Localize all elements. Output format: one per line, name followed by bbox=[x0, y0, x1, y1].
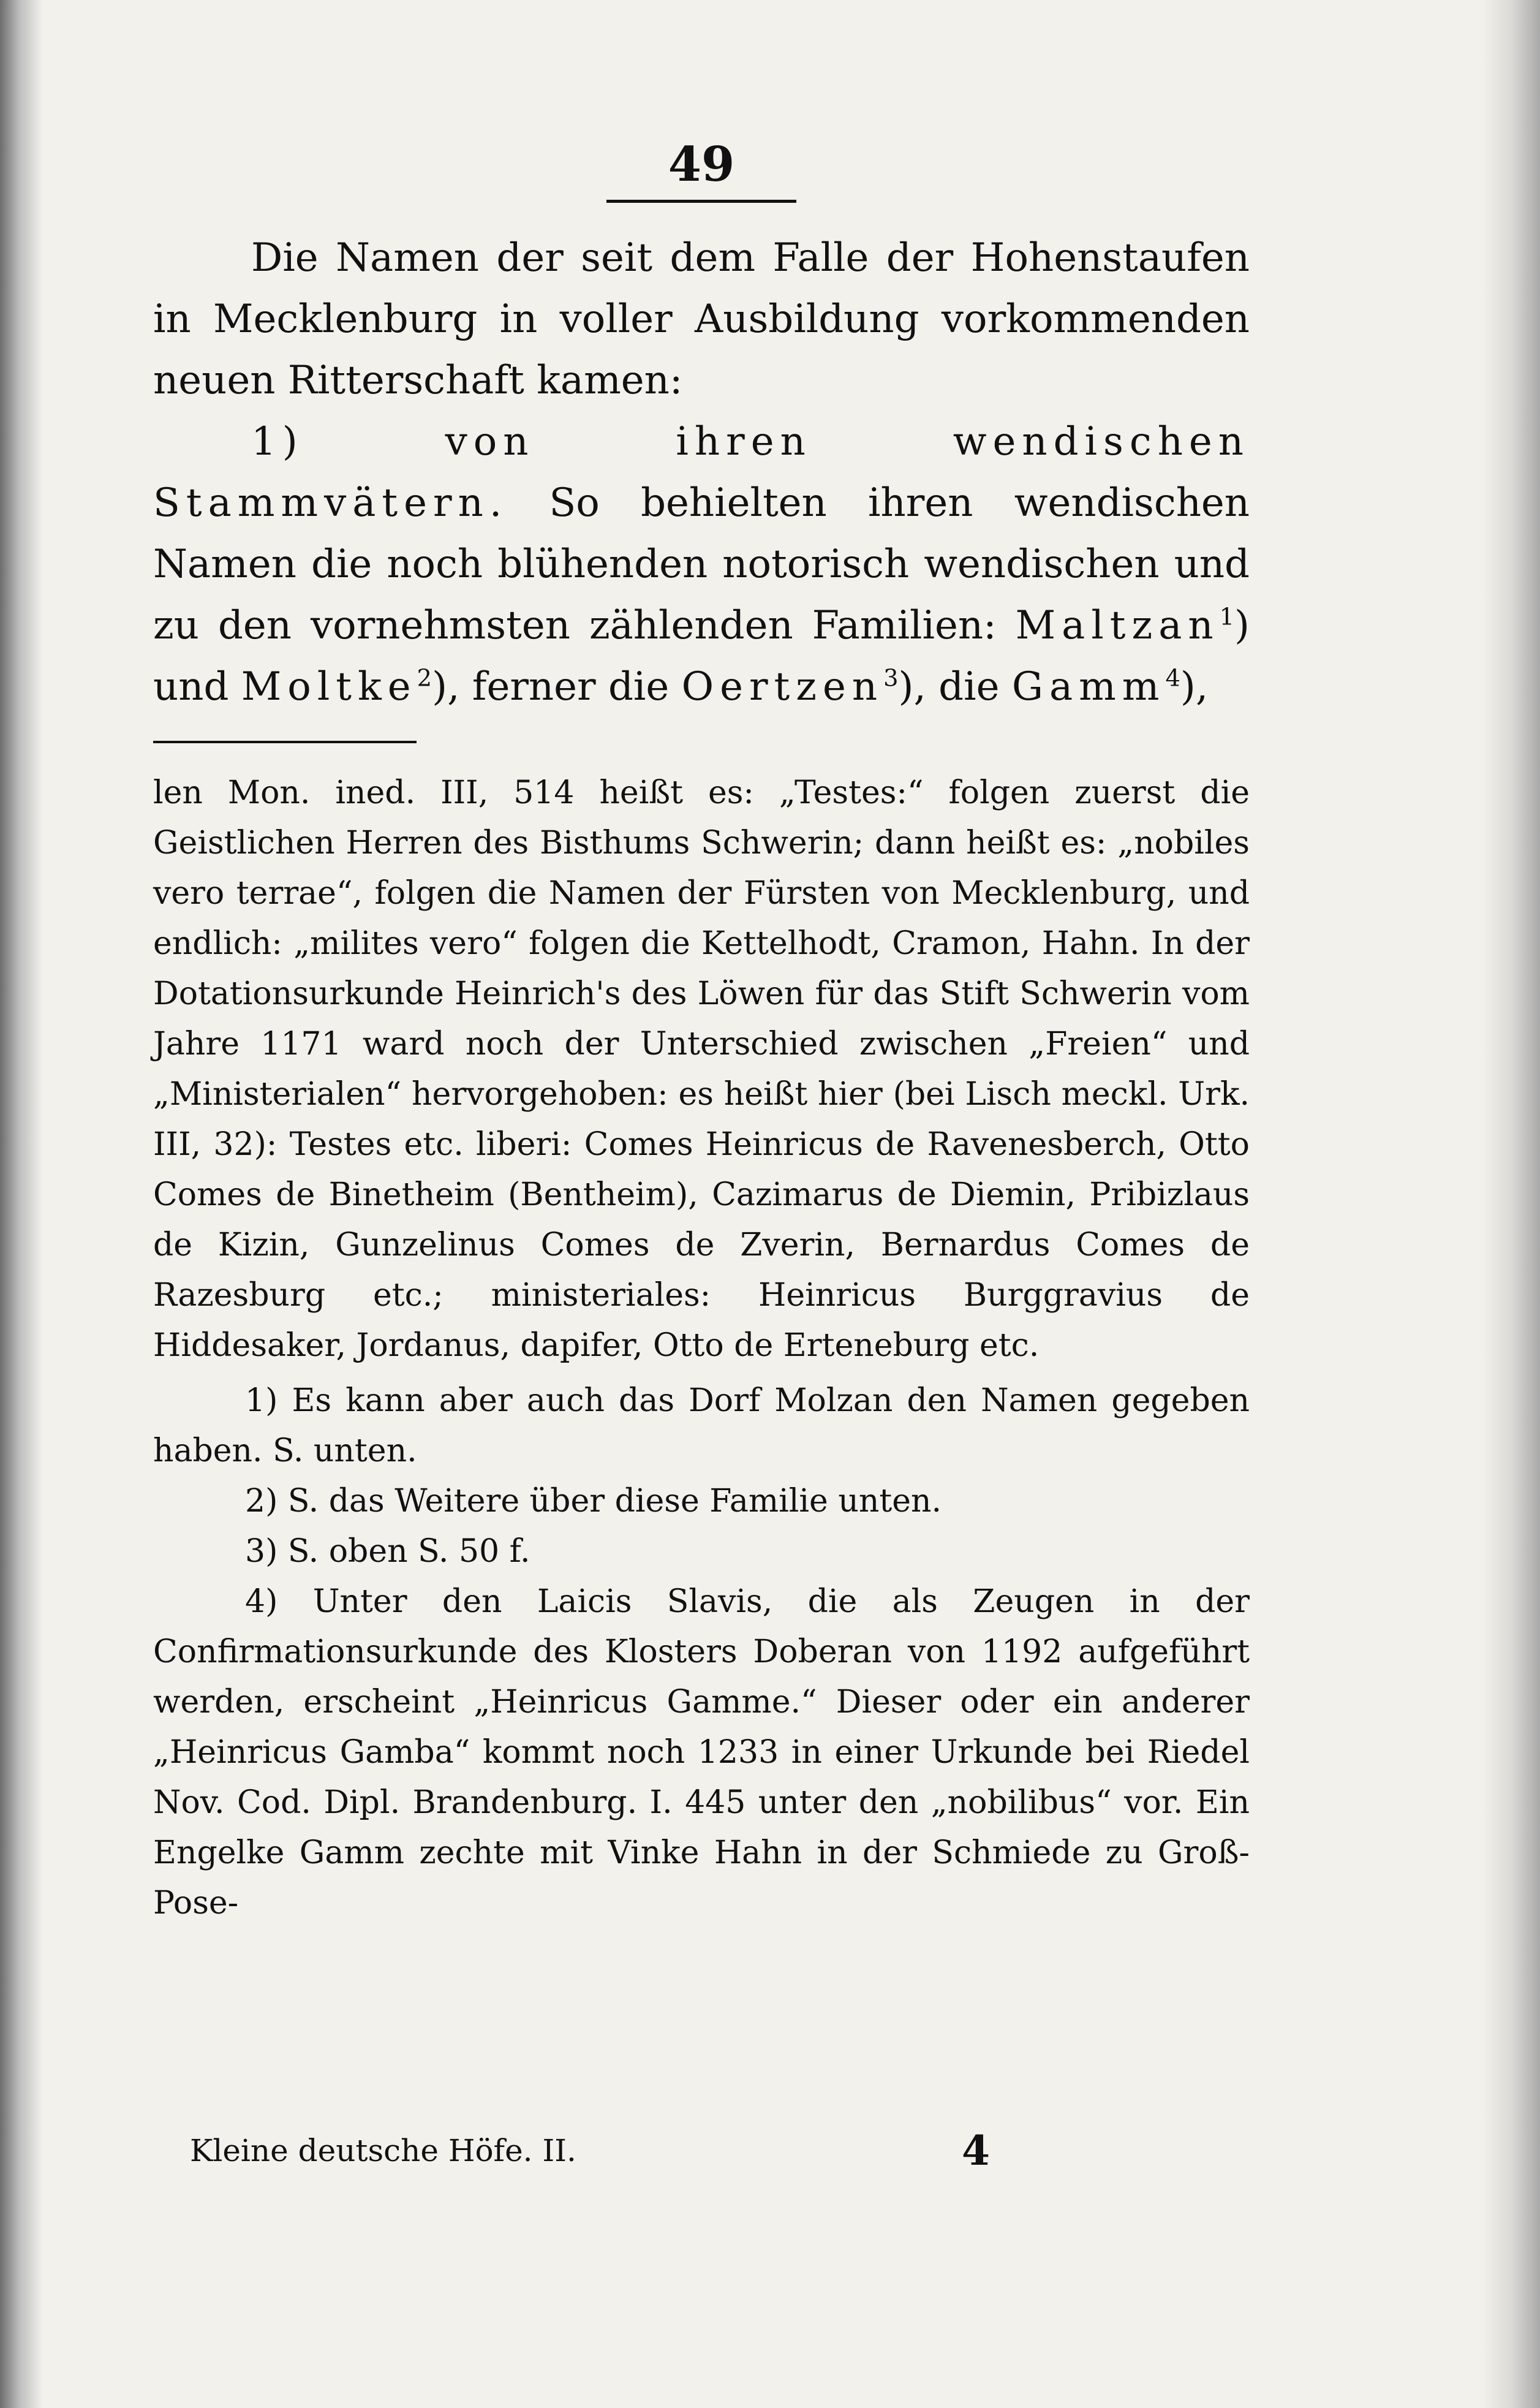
list-item-lead: 1) von ihren wendischen Stammvätern. bbox=[153, 419, 1250, 526]
list-item-text: So behielten ihren wendischen Namen die noch blühenden notorisch wendischen und zu den vornehmsten zählenden Familien: bbox=[153, 480, 1250, 648]
footnote-continuation: len Mon. ined. III, 514 heißt es: „Testes:“ folgen zuerst die Geistlichen Herren des Bisthums Schwerin; dann heißt es: „nobiles vero terrae“, folgen die Namen der Fürsten von Mecklenburg, und endlich: „milites vero“ folgen die Kettelhodt, Cramon, Hahn. In der Dotationsurkunde Heinrich's des Löwen für das Stift Schwerin vom Jahre 1171 ward noch der Unterschied zwischen „Freien“ und „Ministerialen“ hervorgehoben: es heißt hier (bei Lisch meckl. Urk. III, 32): Testes etc. liberi: Comes Heinricus de Ravenesberch, Otto Comes de Binetheim (Bentheim), Cazimarus de Diemin, Pribizlaus de Kizin, Gunzelinus Comes de Zverin, Bernardus Comes de Razesburg etc.; ministeriales: Heinricus Burggravius de Hiddesaker, Jordanus, dapifer, Otto de Erteneburg etc. bbox=[153, 774, 1250, 1364]
family-name-maltzan: Maltzan bbox=[1015, 603, 1220, 648]
footnote-3: 3) S. oben S. 50 f. bbox=[245, 1533, 530, 1570]
footnote-ref-2: 2 bbox=[417, 664, 432, 692]
list-item-text: ), die bbox=[898, 664, 1012, 710]
footnote-ref-1: 1 bbox=[1219, 603, 1235, 631]
page-number: 49 bbox=[668, 137, 735, 192]
family-name-moltke: Moltke bbox=[241, 664, 417, 710]
footnote-2: 2) S. das Weitere über diese Familie unten. bbox=[245, 1483, 942, 1520]
family-name-oertzen: Oertzen bbox=[681, 664, 884, 710]
list-item-text: ), ferner die bbox=[432, 664, 682, 710]
footnote-4: 4) Unter den Laicis Slavis, die als Zeugen in der Confirmationsurkunde des Klosters Doberan von 1192 aufgeführt werden, erscheint „Heinricus Gamme.“ Dieser oder ein anderer „Heinricus Gamba“ kommt noch 1233 in einer Urkunde bei Riedel Nov. Cod. Dipl. Brandenburg. I. 445 unter den „nobilibus“ vor. Ein Engelke Gamm zechte mit Vinke Hahn in der Schmiede zu Groß-Pose- bbox=[153, 1583, 1250, 1921]
book-page bbox=[153, 123, 1250, 2328]
footnote-ref-3: 3 bbox=[883, 664, 899, 692]
footnote-ref-4: 4 bbox=[1165, 664, 1180, 692]
footnote-1: 1) Es kann aber auch das Dorf Molzan den Namen gegeben haben. S. unten. bbox=[153, 1382, 1250, 1469]
main-list-item-1 bbox=[153, 411, 1250, 717]
list-item-text: ) und bbox=[153, 603, 1250, 710]
page-number-rule bbox=[606, 200, 796, 203]
main-paragraph: Die Namen der seit dem Falle der Hohenstaufen in Mecklenburg in voller Ausbildung vorkommenden neuen Ritterschaft kamen: bbox=[153, 235, 1250, 403]
list-item-text: ), bbox=[1180, 664, 1209, 710]
footnote-rule bbox=[153, 741, 417, 743]
family-name-gamm: Gamm bbox=[1011, 664, 1166, 710]
footnote-gap bbox=[153, 1371, 1250, 1376]
signature-title: Kleine deutsche Höfe. II. bbox=[190, 2133, 576, 2168]
page-edge-left bbox=[0, 0, 43, 2408]
page-footer bbox=[153, 2120, 1250, 2181]
signature-number: 4 bbox=[962, 2127, 990, 2175]
page-edge-right bbox=[1482, 0, 1540, 2408]
